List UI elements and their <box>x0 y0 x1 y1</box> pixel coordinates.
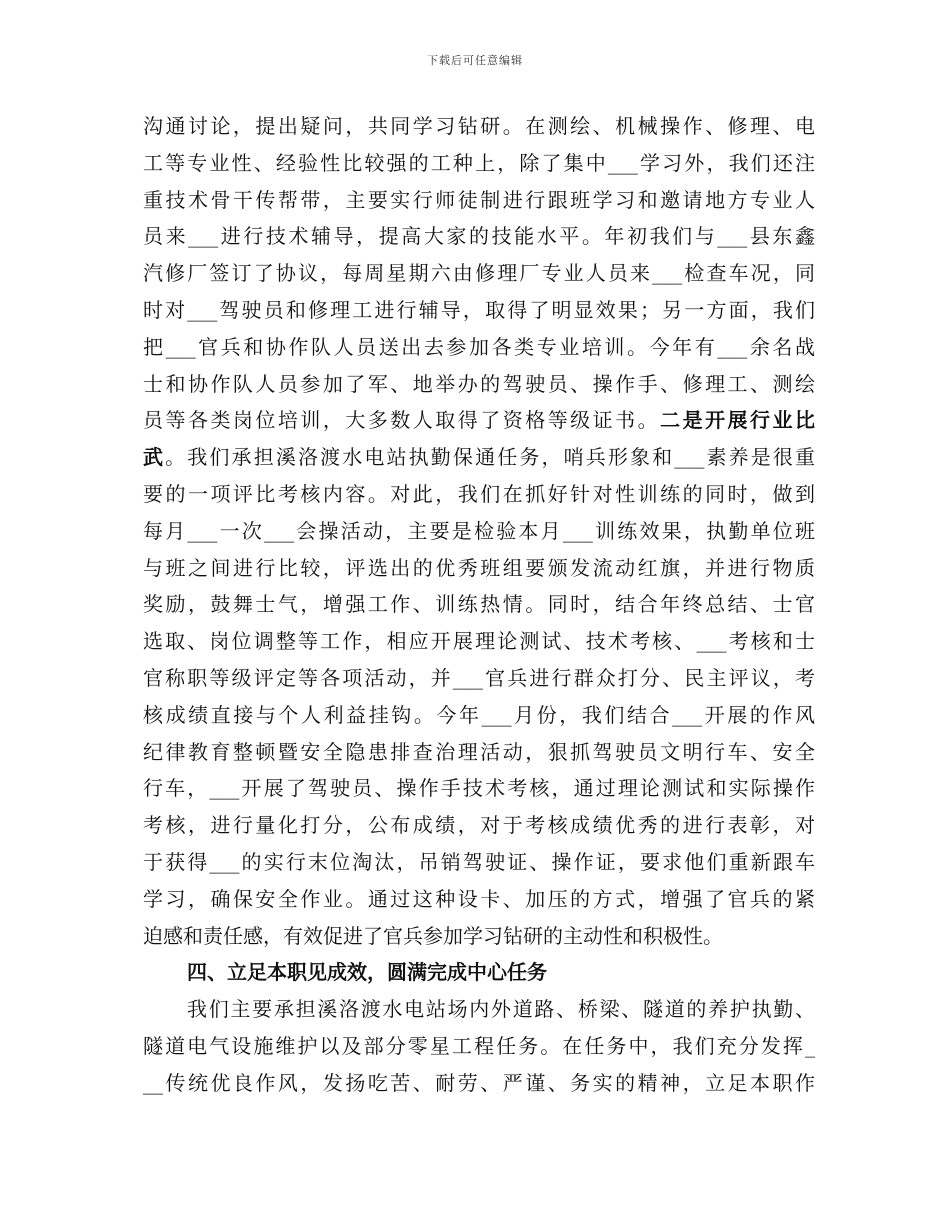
paragraph-line: 汽修厂签订了协议，每周星期六由修理厂专业人员来___检查车况，同 <box>143 261 815 286</box>
paragraph-line: 奖励，鼓舞士气，增强工作、训练热情。同时，结合年终总结、士官 <box>143 592 815 617</box>
paragraph-line: 把___官兵和协作队人员送出去参加各类专业培训。今年有___余名战 <box>143 334 815 359</box>
paragraph-line: 我们主要承担溪洛渡水电站场内外道路、桥梁、隧道的养护执勤、 <box>187 997 815 1022</box>
paragraph-line: 重技术骨干传帮带，主要实行师徒制进行跟班学习和邀请地方专业人 <box>143 187 815 212</box>
paragraph-line: 行车，___开展了驾驶员、操作手技术考核，通过理论测试和实际操作 <box>143 776 815 801</box>
paragraph-line: 隧道电气设施维护以及部分零星工程任务。在任务中，我们充分发挥_ <box>143 1033 815 1058</box>
paragraph-line: 员来___进行技术辅导，提高大家的技能水平。年初我们与___县东鑫 <box>143 224 815 249</box>
paragraph-line: 选取、岗位调整等工作，相应开展理论测试、技术考核、___考核和士 <box>143 629 815 654</box>
paragraph-line: 士和协作队人员参加了军、地举办的驾驶员、操作手、修理工、测绘 <box>143 371 815 396</box>
document-body <box>143 108 815 1102</box>
subheading-bold-text: 武 <box>143 445 166 470</box>
paragraph-line: 与班之间进行比较，评选出的优秀班组要颁发流动红旗，并进行物质 <box>143 555 815 580</box>
paragraph-line: 沟通讨论，提出疑问，共同学习钻研。在测绘、机械操作、修理、电 <box>143 114 815 138</box>
paragraph-line: 工等专业性、经验性比较强的工种上，除了集中___学习外，我们还注 <box>143 150 815 175</box>
line-text: 员等各类岗位培训，大多数人取得了资格等级证书。 <box>143 408 661 433</box>
paragraph-line: 官称职等级评定等各项活动，并___官兵进行群众打分、民主评议，考 <box>143 665 815 690</box>
subheading-bold-text: 二是开展行业比 <box>660 408 816 433</box>
paragraph-line: 纪律教育整顿暨安全隐患排查治理活动，狠抓驾驶员文明行车、安全 <box>143 739 815 764</box>
paragraph-line: 于获得___的实行末位淘汰，吊销驾驶证、操作证，要求他们重新跟车 <box>143 849 815 874</box>
paragraph-line: 学习，确保安全作业。通过这种设卡、加压的方式，增强了官兵的紧 <box>143 886 815 911</box>
paragraph-line: 每月___一次___会操活动，主要是检验本月___训练效果，执勤单位班 <box>143 518 815 543</box>
paragraph-line: 考核，进行量化打分，公布成绩，对于考核成绩优秀的进行表彰，对 <box>143 813 815 838</box>
paragraph-line: __传统优良作风，发扬吃苦、耐劳、严谨、务实的精神，立足本职作 <box>143 1070 815 1095</box>
paragraph-line <box>143 439 815 476</box>
line-text: 。我们承担溪洛渡水电站执勤保通任务，哨兵形象和___素养是很重 <box>165 445 816 470</box>
paragraph-line <box>143 402 815 439</box>
page-header: 下载后可任意编辑 <box>427 54 523 67</box>
section-heading: 四、立足本职见成效，圆满完成中心任务 <box>187 960 547 985</box>
paragraph-line: 时对___驾驶员和修理工进行辅导，取得了明显效果；另一方面，我们 <box>143 297 815 322</box>
paragraph-line: 核成绩直接与个人利益挂钩。今年___月份，我们结合___开展的作风 <box>143 702 815 727</box>
paragraph-line: 迫感和责任感，有效促进了官兵参加学习钻研的主动性和积极性。 <box>143 923 723 948</box>
paragraph-line: 要的一项评比考核内容。对此，我们在抓好针对性训练的同时，做到 <box>143 481 815 506</box>
